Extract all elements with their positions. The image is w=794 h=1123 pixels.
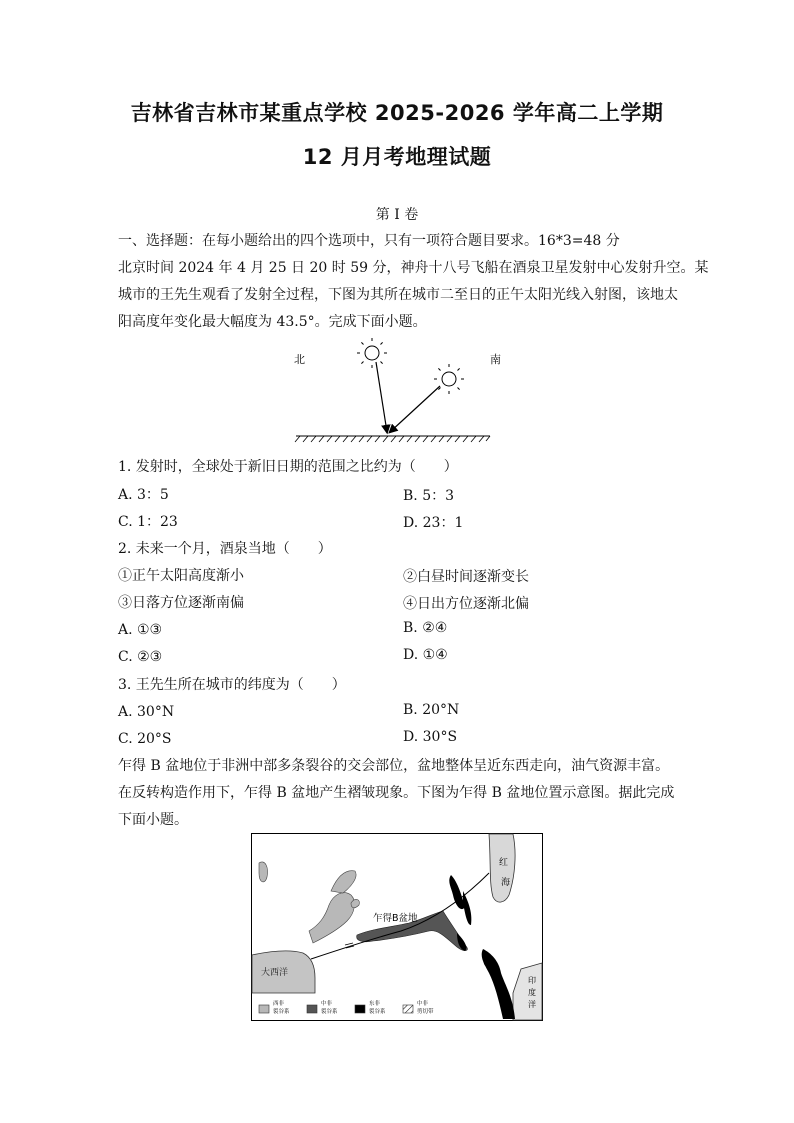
q3-option-a[interactable]: A. 30°N bbox=[118, 704, 175, 720]
sun-icon-winter bbox=[434, 364, 464, 394]
q2-option-b[interactable]: B. ②④ bbox=[403, 620, 448, 636]
legend-shear-zone: 中非 bbox=[417, 1001, 429, 1007]
sun-ray-figure bbox=[280, 338, 510, 448]
intro1-line3: 阳高度年变化最大幅度为 43.5°。完成下面小题。 bbox=[118, 314, 427, 330]
q1-option-a[interactable]: A. 3：5 bbox=[118, 487, 169, 503]
north-label: 北 bbox=[294, 353, 305, 366]
q3-option-c[interactable]: C. 20°S bbox=[118, 731, 172, 747]
q1-option-b[interactable]: B. 5：3 bbox=[403, 488, 455, 504]
svg-text:裂谷系: 裂谷系 bbox=[321, 1009, 338, 1015]
q1-option-d[interactable]: D. 23：1 bbox=[403, 515, 464, 531]
indian-ocean-label-1: 印 bbox=[528, 976, 536, 985]
q2-statement-1: ①正午太阳高度渐小 bbox=[118, 568, 244, 584]
intro2-line1: 乍得 B 盆地位于非洲中部多条裂谷的交会部位，盆地整体呈近东西走向，油气资源丰富。 bbox=[118, 758, 670, 774]
q2-statement-4: ④日出方位逐渐北偏 bbox=[403, 596, 529, 612]
intro2-line2: 在反转构造作用下，乍得 B 盆地产生褶皱现象。下图为乍得 B 盆地位置示意图。据此完成 bbox=[118, 785, 675, 801]
basin-label: 乍得B盆地 bbox=[373, 913, 418, 924]
summer-ray bbox=[376, 362, 387, 432]
svg-text:裂谷系: 裂谷系 bbox=[369, 1009, 386, 1015]
legend-central-african: 中非 bbox=[321, 1001, 333, 1007]
q3-option-d[interactable]: D. 30°S bbox=[403, 729, 458, 745]
q2-option-a[interactable]: A. ①③ bbox=[118, 622, 163, 638]
intro2-line3: 下面小题。 bbox=[118, 812, 188, 828]
atlantic-label: 大西洋 bbox=[261, 968, 289, 978]
section-heading: 一、选择题：在每小题给出的四个选项中，只有一项符合题目要求。16*3=48 分 bbox=[118, 233, 620, 249]
q2-statement-2: ②白昼时间逐渐变长 bbox=[403, 569, 529, 585]
intro1-line1: 北京时间 2024 年 4 月 25 日 20 时 59 分，神舟十八号飞船在酒泉卫星发射中心发射升空。某 bbox=[118, 260, 709, 276]
q2-option-c[interactable]: C. ②③ bbox=[118, 649, 163, 665]
doc-title-line1: 吉林省吉林市某重点学校 2025-2026 学年高二上学期 bbox=[130, 101, 664, 125]
sun-icon-summer bbox=[357, 338, 387, 368]
winter-ray bbox=[390, 386, 440, 432]
legend-west-african: 西非 bbox=[273, 1001, 285, 1007]
q3-option-b[interactable]: B. 20°N bbox=[403, 702, 460, 718]
q1-stem: 1. 发射时，全球处于新旧日期的范围之比约为（ ） bbox=[118, 459, 458, 475]
legend-east-african: 东非 bbox=[369, 1001, 381, 1007]
red-sea-label-1: 红 bbox=[499, 858, 509, 868]
q2-stem: 2. 未来一个月，酒泉当地（ ） bbox=[118, 541, 332, 557]
red-sea-label-2: 海 bbox=[501, 878, 511, 888]
q3-stem: 3. 王先生所在城市的纬度为（ ） bbox=[118, 677, 346, 693]
svg-text:剪切带: 剪切带 bbox=[417, 1009, 434, 1015]
intro1-line2: 城市的王先生观看了发射全过程，下图为其所在城市二至日的正午太阳光线入射图，该地太 bbox=[118, 287, 678, 303]
doc-title-line2: 12 月月考地理试题 bbox=[302, 145, 492, 169]
chad-basin-map bbox=[251, 833, 543, 1021]
indian-ocean-label-2: 度 bbox=[528, 988, 536, 997]
indian-ocean-label-3: 洋 bbox=[528, 1000, 536, 1009]
ground-hatch bbox=[295, 436, 490, 442]
svg-text:裂谷系: 裂谷系 bbox=[273, 1009, 290, 1015]
q2-statement-3: ③日落方位逐渐南偏 bbox=[118, 595, 244, 611]
q2-option-d[interactable]: D. ①④ bbox=[403, 647, 448, 663]
volume-label: 第 I 卷 bbox=[375, 207, 419, 223]
south-label: 南 bbox=[490, 353, 501, 366]
q1-option-c[interactable]: C. 1：23 bbox=[118, 514, 178, 530]
